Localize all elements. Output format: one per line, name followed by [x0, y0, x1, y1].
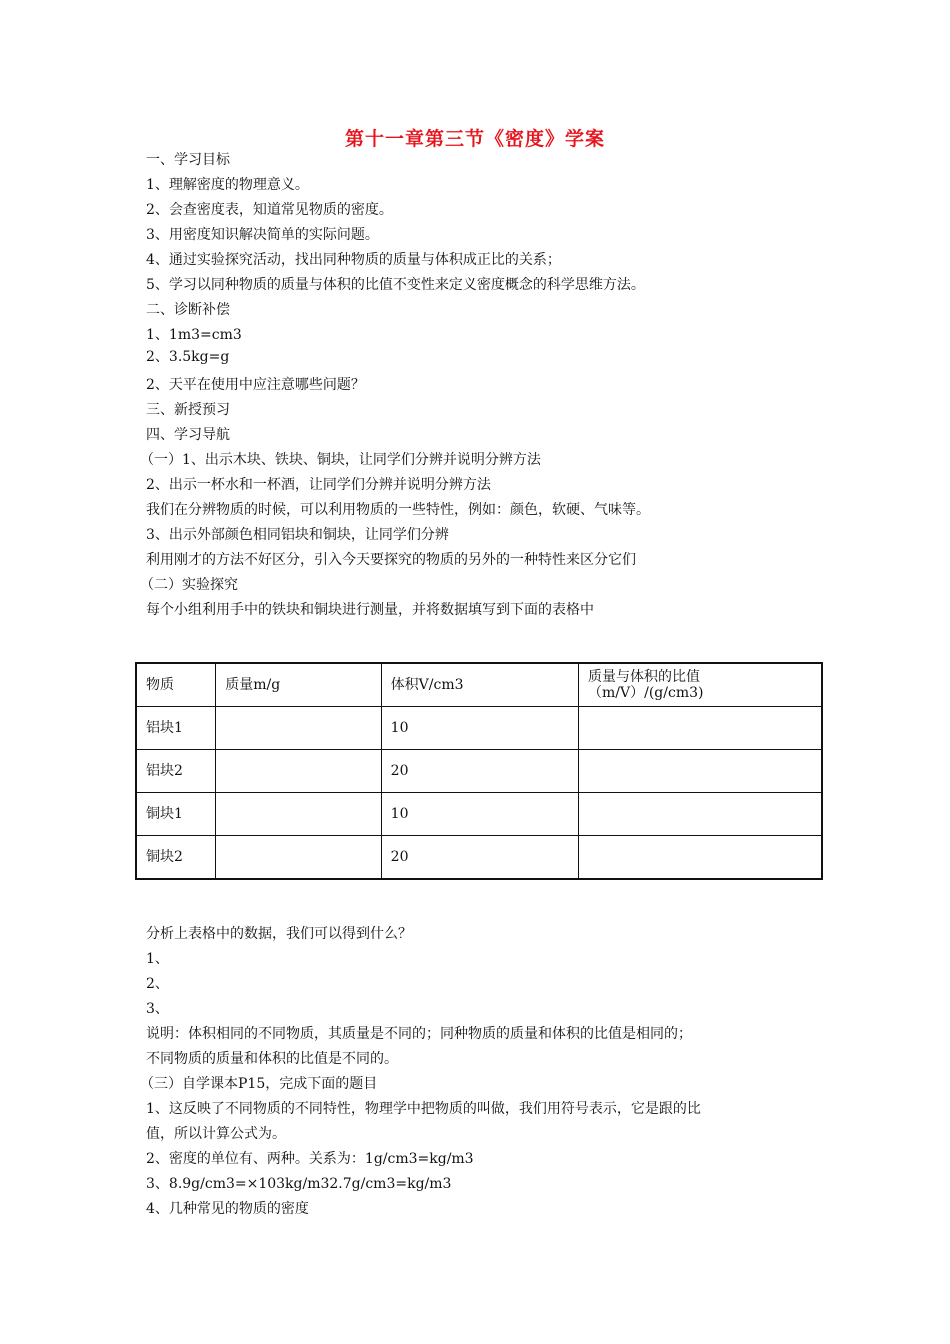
table-cell: 铜块1 — [136, 793, 216, 836]
text-line: 1、1m3=cm3 — [146, 327, 242, 343]
section-heading: 三、新授预习 — [146, 402, 230, 418]
text-line: 分析上表格中的数据，我们可以得到什么？ — [146, 926, 412, 942]
text-line: 3、用密度知识解决简单的实际问题。 — [146, 227, 379, 243]
text-line: 2、出示一杯水和一杯酒，让同学们分辨并说明分辨方法 — [146, 477, 491, 493]
table-cell: 20 — [381, 836, 578, 880]
text-line: 4、通过实验探究活动，找出同种物质的质量与体积成正比的关系； — [146, 252, 561, 268]
table-cell: 铝块1 — [136, 707, 216, 750]
text-line: 4、几种常见的物质的密度 — [146, 1201, 309, 1217]
table-cell — [579, 707, 822, 750]
section-heading: 一、学习目标 — [146, 152, 230, 168]
text-line: 1、这反映了不同物质的不同特性，物理学中把物质的叫做，我们用符号表示，它是跟的比 — [146, 1101, 701, 1117]
section-heading: （二）实验探究 — [140, 577, 238, 593]
text-line: 3、 — [146, 1001, 169, 1017]
table-cell: 铝块2 — [136, 750, 216, 793]
data-table — [135, 662, 823, 880]
text-line: 3、8.9g/cm3=×103kg/m32.7g/cm3=kg/m3 — [146, 1176, 452, 1192]
section-heading: （三）自学课本P15，完成下面的题目 — [140, 1076, 378, 1092]
text-line: 2、密度的单位有、两种。关系为：1g/cm3=kg/m3 — [146, 1151, 474, 1167]
text-line: 利用刚才的方法不好区分，引入今天要探究的物质的另外的一种特性来区分它们 — [146, 552, 636, 568]
section-heading: 二、诊断补偿 — [146, 302, 230, 318]
table-cell — [579, 793, 822, 836]
table-cell — [579, 750, 822, 793]
table-header-cell: 质量与体积的比值（m/V）/(g/cm3) — [579, 663, 822, 707]
table-cell: 10 — [381, 793, 578, 836]
text-line: 说明：体积相同的不同物质，其质量是不同的；同种物质的质量和体积的比值是相同的； — [146, 1026, 692, 1042]
table-header-cell: 质量m/g — [216, 663, 381, 707]
text-line: 不同物质的质量和体积的比值是不同的。 — [146, 1051, 398, 1067]
table-cell — [216, 836, 381, 880]
section-heading: 四、学习导航 — [146, 427, 230, 443]
table-row — [136, 836, 822, 880]
text-line: （一）1、出示木块、铁块、铜块，让同学们分辨并说明分辨方法 — [140, 452, 541, 468]
table-row — [136, 707, 822, 750]
text-line: 2、3.5kg=g — [146, 349, 230, 365]
table-cell: 20 — [381, 750, 578, 793]
table-cell — [216, 750, 381, 793]
table-row — [136, 793, 822, 836]
table-cell — [216, 793, 381, 836]
table-cell — [216, 707, 381, 750]
page-title: 第十一章第三节《密度》学案 — [344, 128, 605, 150]
text-line: 每个小组利用手中的铁块和铜块进行测量，并将数据填写到下面的表格中 — [146, 602, 594, 618]
table-header-cell: 体积V/cm3 — [381, 663, 578, 707]
table-cell: 10 — [381, 707, 578, 750]
text-line: 我们在分辨物质的时候，可以利用物质的一些特性，例如：颜色，软硬、气味等。 — [146, 502, 650, 518]
text-line: 2、 — [146, 976, 169, 992]
text-line: 1、理解密度的物理意义。 — [146, 177, 309, 193]
text-line: 3、出示外部颜色相同铝块和铜块，让同学们分辨 — [146, 527, 449, 543]
text-line: 2、会查密度表，知道常见物质的密度。 — [146, 202, 393, 218]
text-line: 值，所以计算公式为。 — [146, 1126, 286, 1142]
text-line: 5、学习以同种物质的质量与体积的比值不变性来定义密度概念的科学思维方法。 — [146, 277, 645, 293]
table-header-row — [136, 663, 822, 707]
text-line: 1、 — [146, 951, 169, 967]
table-header-cell: 物质 — [136, 663, 216, 707]
text-line: 2、天平在使用中应注意哪些问题？ — [146, 377, 365, 393]
table-cell — [579, 836, 822, 880]
table-cell: 铜块2 — [136, 836, 216, 880]
table-row — [136, 750, 822, 793]
